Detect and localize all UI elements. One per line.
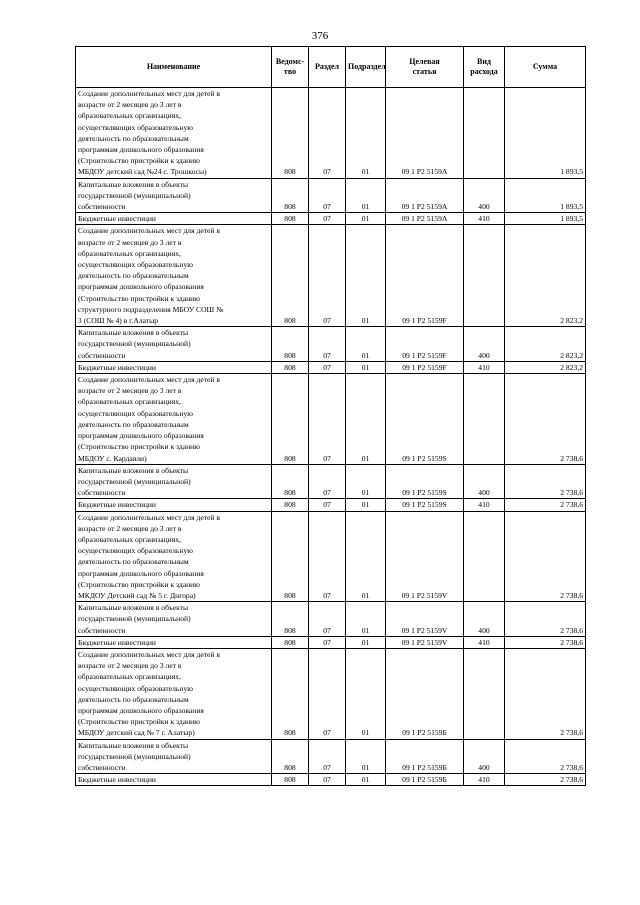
table-cell-podrazdel: 01 bbox=[346, 648, 386, 739]
table-cell-razdel: 07 bbox=[309, 499, 346, 511]
table-cell-razdel: 07 bbox=[309, 327, 346, 362]
table-cell-vedomstvo: 808 bbox=[272, 648, 309, 739]
table-cell-target: 09 1 P2 5159А bbox=[386, 213, 464, 225]
table-cell-target: 09 1 P2 5159S bbox=[386, 374, 464, 465]
table-body bbox=[76, 88, 586, 786]
table-cell-target: 09 1 P2 5159А bbox=[386, 178, 464, 213]
table-cell-name: Создание дополнительных мест для детей в возрасте от 2 месяцев до 3 лет в образовательных организациях, осуществляющих образовательную деятельность по образовательным программам дошкольного образования (Строительство пристройки к зданию МБДОУ детский сад №24 с. Трошкосы) bbox=[76, 88, 272, 179]
table-cell-sum: 2 738,6 bbox=[505, 636, 586, 648]
table-cell-podrazdel: 01 bbox=[346, 511, 386, 602]
table-cell-vedomstvo: 808 bbox=[272, 464, 309, 499]
table-row bbox=[76, 499, 586, 511]
table-cell-sum: 2 738,6 bbox=[505, 774, 586, 786]
table-cell-sum: 2 738,6 bbox=[505, 739, 586, 774]
table-cell-expense-type: 400 bbox=[464, 178, 505, 213]
table-cell-target: 09 1 P2 5159А bbox=[386, 88, 464, 179]
table-cell-expense-type: 410 bbox=[464, 499, 505, 511]
table-cell-vedomstvo: 808 bbox=[272, 774, 309, 786]
table-cell-sum: 2 738,6 bbox=[505, 499, 586, 511]
table-cell-podrazdel: 01 bbox=[346, 327, 386, 362]
table-cell-name: Бюджетные инвестиции bbox=[76, 213, 272, 225]
table-cell-podrazdel: 01 bbox=[346, 739, 386, 774]
table-cell-vedomstvo: 808 bbox=[272, 602, 309, 637]
table-cell-expense-type: 410 bbox=[464, 213, 505, 225]
table-cell-podrazdel: 01 bbox=[346, 636, 386, 648]
header-razdel: Раздел bbox=[309, 47, 346, 88]
table-row bbox=[76, 88, 586, 179]
table-row bbox=[76, 602, 586, 637]
table-cell-target: 09 1 P2 5159F bbox=[386, 225, 464, 327]
table-cell-razdel: 07 bbox=[309, 213, 346, 225]
table-cell-vedomstvo: 808 bbox=[272, 327, 309, 362]
table-cell-razdel: 07 bbox=[309, 178, 346, 213]
table-cell-expense-type bbox=[464, 88, 505, 179]
table-cell-target: 09 1 P2 5159F bbox=[386, 327, 464, 362]
table-cell-razdel: 07 bbox=[309, 774, 346, 786]
table-cell-podrazdel: 01 bbox=[346, 213, 386, 225]
table-cell-vedomstvo: 808 bbox=[272, 374, 309, 465]
table-cell-name: Создание дополнительных мест для детей в возрасте от 2 месяцев до 3 лет в образовательных организациях, осуществляющих образовательную деятельность по образовательным программам дошкольного образования (Строительство пристройки к зданию МКДОУ Детский сад № 5 г. Днгора) bbox=[76, 511, 272, 602]
table-cell-vedomstvo: 808 bbox=[272, 511, 309, 602]
table-cell-expense-type bbox=[464, 225, 505, 327]
table-cell-podrazdel: 01 bbox=[346, 499, 386, 511]
table-cell-expense-type: 410 bbox=[464, 774, 505, 786]
table-cell-expense-type bbox=[464, 511, 505, 602]
header-sum: Сумма bbox=[505, 47, 586, 88]
table-cell-name: Капитальные вложения в объекты государственной (муниципальной) собственности bbox=[76, 464, 272, 499]
table-cell-razdel: 07 bbox=[309, 636, 346, 648]
table-row bbox=[76, 774, 586, 786]
table-cell-podrazdel: 01 bbox=[346, 361, 386, 373]
table-cell-target: 09 1 P2 5159V bbox=[386, 636, 464, 648]
table-cell-name: Капитальные вложения в объекты государственной (муниципальной) собственности bbox=[76, 739, 272, 774]
table-cell-target: 09 1 P2 5159V bbox=[386, 511, 464, 602]
table-cell-sum: 2 738,6 bbox=[505, 511, 586, 602]
header-podrazdel: Подраздел bbox=[346, 47, 386, 88]
table-cell-razdel: 07 bbox=[309, 374, 346, 465]
table-cell-sum: 2 823,2 bbox=[505, 327, 586, 362]
page-number: 376 bbox=[311, 30, 329, 42]
table-cell-name: Капитальные вложения в объекты государственной (муниципальной) собственности bbox=[76, 327, 272, 362]
table-cell-podrazdel: 01 bbox=[346, 774, 386, 786]
table-row bbox=[76, 361, 586, 373]
table-cell-vedomstvo: 808 bbox=[272, 88, 309, 179]
table-cell-name: Создание дополнительных мест для детей в возрасте от 2 месяцев до 3 лет в образовательных организациях, осуществляющих образовательную деятельность по образовательным программам дошкольного образования (Строительство пристройки к зданию МБДОУ с. Кардаяли) bbox=[76, 374, 272, 465]
table-cell-podrazdel: 01 bbox=[346, 464, 386, 499]
table-cell-name: Создание дополнительных мест для детей в возрасте от 2 месяцев до 3 лет в образовательных организациях, осуществляющих образовательную деятельность по образовательным программам дошкольного образования (Строительство пристройки к зданию МБДОУ детский сад № 7 г. Алатыр) bbox=[76, 648, 272, 739]
table-cell-vedomstvo: 808 bbox=[272, 213, 309, 225]
table-cell-expense-type: 400 bbox=[464, 464, 505, 499]
table-cell-podrazdel: 01 bbox=[346, 178, 386, 213]
budget-table bbox=[75, 46, 586, 786]
table-cell-sum: 2 738,6 bbox=[505, 374, 586, 465]
table-cell-razdel: 07 bbox=[309, 739, 346, 774]
table-cell-target: 09 1 P2 5159Б bbox=[386, 774, 464, 786]
table-row bbox=[76, 648, 586, 739]
table-cell-vedomstvo: 808 bbox=[272, 361, 309, 373]
table-cell-sum: 2 823,2 bbox=[505, 361, 586, 373]
table-cell-vedomstvo: 808 bbox=[272, 178, 309, 213]
table-cell-razdel: 07 bbox=[309, 464, 346, 499]
table-cell-name: Бюджетные инвестиции bbox=[76, 636, 272, 648]
header-expense-type: Вид расхода bbox=[464, 47, 505, 88]
table-cell-razdel: 07 bbox=[309, 648, 346, 739]
table-cell-target: 09 1 P2 5159Б bbox=[386, 648, 464, 739]
table-cell-target: 09 1 P2 5159S bbox=[386, 499, 464, 511]
table-cell-name: Создание дополнительных мест для детей в возрасте от 2 месяцев до 3 лет в образовательных организациях, осуществляющих образовательную деятельность по образовательным программам дошкольного образования (Строительство пристройки к зданию структурного подразделения МБОУ СОШ № 3 (СОШ № 4) в г.Алатыр bbox=[76, 225, 272, 327]
table-cell-expense-type: 400 bbox=[464, 327, 505, 362]
table-cell-target: 09 1 P2 5159F bbox=[386, 361, 464, 373]
table-cell-expense-type bbox=[464, 648, 505, 739]
table-cell-vedomstvo: 808 bbox=[272, 739, 309, 774]
table-cell-name: Бюджетные инвестиции bbox=[76, 499, 272, 511]
table-cell-sum: 1 893,5 bbox=[505, 178, 586, 213]
table-row bbox=[76, 178, 586, 213]
table-row bbox=[76, 511, 586, 602]
table-cell-sum: 2 738,6 bbox=[505, 602, 586, 637]
table-cell-expense-type: 400 bbox=[464, 602, 505, 637]
table-cell-target: 09 1 P2 5159V bbox=[386, 602, 464, 637]
table-cell-sum: 1 893,5 bbox=[505, 88, 586, 179]
header-target: Целевая статья bbox=[386, 47, 464, 88]
header-vedomstvo: Ведомс- тво bbox=[272, 47, 309, 88]
table-row bbox=[76, 327, 586, 362]
table-cell-name: Бюджетные инвестиции bbox=[76, 361, 272, 373]
table-row bbox=[76, 374, 586, 465]
table-cell-name: Бюджетные инвестиции bbox=[76, 774, 272, 786]
table-cell-sum: 1 893,5 bbox=[505, 213, 586, 225]
table-cell-expense-type: 410 bbox=[464, 636, 505, 648]
table-cell-razdel: 07 bbox=[309, 225, 346, 327]
table-cell-sum: 2 823,2 bbox=[505, 225, 586, 327]
table-row bbox=[76, 225, 586, 327]
table-header-row bbox=[76, 47, 586, 88]
table-cell-target: 09 1 P2 5159S bbox=[386, 464, 464, 499]
table-cell-expense-type: 400 bbox=[464, 739, 505, 774]
header-name: Наименование bbox=[76, 47, 272, 88]
table-cell-podrazdel: 01 bbox=[346, 602, 386, 637]
table-cell-podrazdel: 01 bbox=[346, 88, 386, 179]
table-cell-vedomstvo: 808 bbox=[272, 636, 309, 648]
table-cell-podrazdel: 01 bbox=[346, 374, 386, 465]
table-row bbox=[76, 636, 586, 648]
table-cell-razdel: 07 bbox=[309, 602, 346, 637]
table-cell-razdel: 07 bbox=[309, 88, 346, 179]
table-cell-vedomstvo: 808 bbox=[272, 499, 309, 511]
table-cell-razdel: 07 bbox=[309, 361, 346, 373]
table-cell-podrazdel: 01 bbox=[346, 225, 386, 327]
table-cell-name: Капитальные вложения в объекты государственной (муниципальной) собственности bbox=[76, 178, 272, 213]
table-cell-expense-type: 410 bbox=[464, 361, 505, 373]
table-cell-sum: 2 738,6 bbox=[505, 648, 586, 739]
table-row bbox=[76, 464, 586, 499]
table-cell-name: Капитальные вложения в объекты государственной (муниципальной) собственности bbox=[76, 602, 272, 637]
table-row bbox=[76, 213, 586, 225]
table-cell-expense-type bbox=[464, 374, 505, 465]
table-cell-razdel: 07 bbox=[309, 511, 346, 602]
table-cell-target: 09 1 P2 5159Б bbox=[386, 739, 464, 774]
table-row bbox=[76, 739, 586, 774]
table-cell-vedomstvo: 808 bbox=[272, 225, 309, 327]
table-cell-sum: 2 738,6 bbox=[505, 464, 586, 499]
